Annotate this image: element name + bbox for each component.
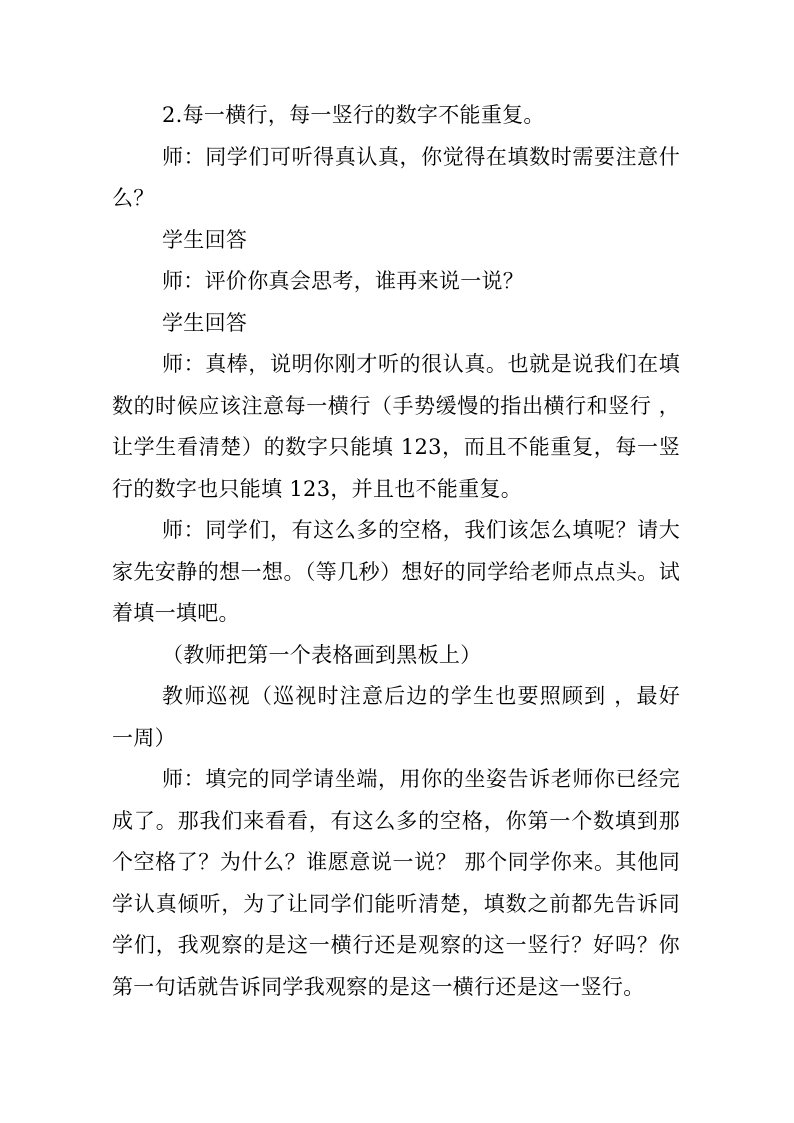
paragraph-teacher-evaluation: 师：评价你真会思考，谁再来说一说？: [162, 269, 525, 293]
document-page: [112, 95, 680, 1008]
paragraph-teacher-instruction: 师：同学们，有这么多的空格，我们该怎么填呢？请大家先安静的想一想。（等几秒）想好的同学给老师点点头。试着填一填吧。: [112, 518, 680, 625]
paragraph-rule-2: 2.每一横行，每一竖行的数字不能重复。: [162, 103, 545, 127]
paragraph-teacher-patrol: 教师巡视（巡视时注意后边的学生也要照顾到 ，最好一周）: [112, 684, 680, 750]
paragraph-student-answer-2: 学生回答: [162, 310, 248, 335]
paragraph-student-answer: 学生回答: [162, 227, 248, 252]
paragraph-teacher-summary: 师：真棒，说明你刚才听的很认真。也就是说我们在填数的时候应该注意每一横行（手势缓慢的指出横行和竖行 ，让学生看清楚）的数字只能填 123，而且不能重复，每一竖行的数字也只能填 123，并且也不能重复。: [112, 352, 680, 501]
paragraph-blackboard-note: （教师把第一个表格画到黑板上）: [162, 642, 482, 667]
paragraph-teacher-question: 师：同学们可听得真认真，你觉得在填数时需要注意什么？: [112, 144, 680, 210]
paragraph-teacher-discussion: 师：填完的同学请坐端，用你的坐姿告诉老师你已经完成了。那我们来看看，有这么多的空格，你第一个数填到那个空格了？为什么？谁愿意说一说？ 那个同学你来。其他同学认真倾听，为了让同学们能听清楚，填数之前都先告诉同学们，我观察的是这一横行还是观察的这一竖行？好吗？你第一句话就告诉同学我观察的是这一横行还是这一竖行。: [112, 767, 680, 999]
